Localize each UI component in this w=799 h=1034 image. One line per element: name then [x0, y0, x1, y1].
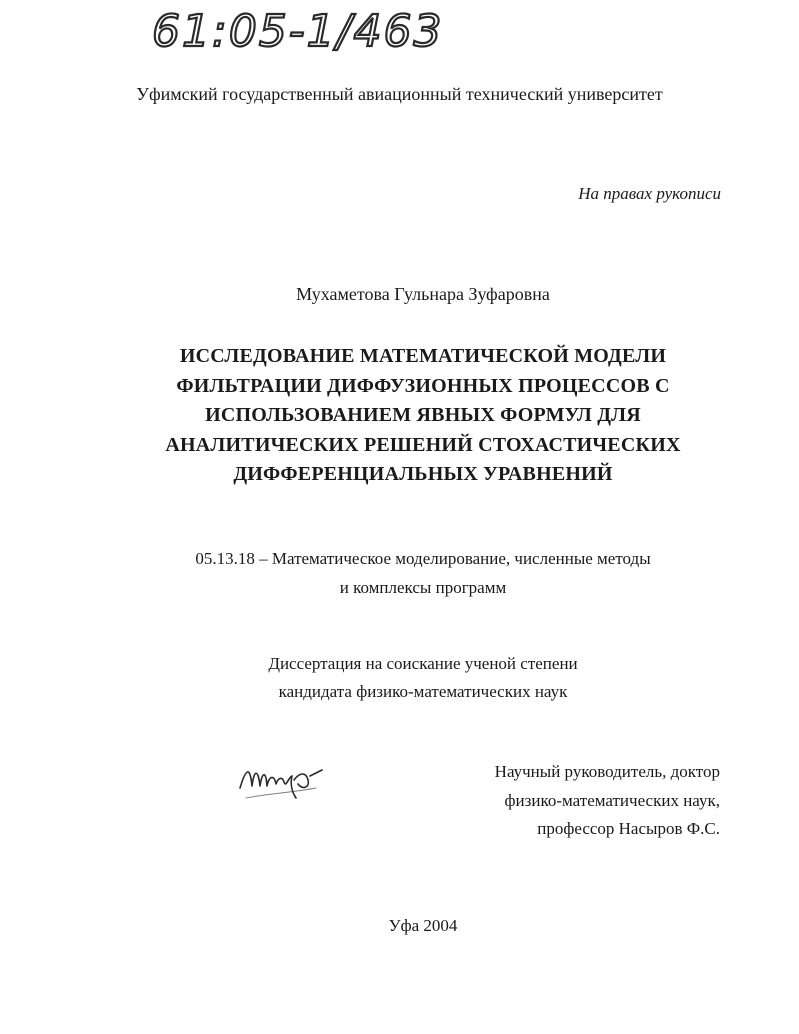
specialty-line: и комплексы программ	[339, 578, 507, 597]
supervisor-line: Научный руководитель, доктор	[494, 762, 720, 781]
supervisor-line: профессор Насыров Ф.С.	[537, 819, 720, 838]
university-name: Уфимский государственный авиационный технический университет	[136, 84, 663, 104]
archive-number-handwritten	[150, 0, 510, 60]
title-line: ИСПОЛЬЗОВАНИЕМ ЯВНЫХ ФОРМУЛ ДЛЯ	[205, 404, 641, 426]
title-line: ФИЛЬТРАЦИИ ДИФФУЗИОННЫХ ПРОЦЕССОВ С	[176, 374, 670, 397]
manuscript-note: На правах рукописи	[578, 184, 721, 203]
dissertation-title	[0, 342, 799, 490]
title-line: ДИФФЕРЕНЦИАЛЬНЫХ УРАВНЕНИЙ	[233, 463, 613, 485]
specialty-line: 05.13.18 – Математическое моделирование, численные методы	[195, 549, 651, 568]
archive-number-text: 61:05-1/463	[152, 6, 444, 57]
handwritten-signature	[236, 758, 326, 808]
supervisor-line: физико-математических наук,	[504, 790, 720, 810]
title-line: ИССЛЕДОВАНИЕ МАТЕМАТИЧЕСКОЙ МОДЕЛИ	[179, 345, 667, 367]
degree-line: кандидата физико-математических наук	[278, 682, 568, 701]
degree-statement	[0, 650, 799, 706]
degree-line: Диссертация на соискание ученой степени	[268, 654, 578, 673]
place-and-year: Уфа 2004	[388, 916, 458, 935]
specialty	[0, 544, 799, 602]
author-name: Мухаметова Гульнара Зуфаровна	[296, 284, 550, 304]
title-line: АНАЛИТИЧЕСКИХ РЕШЕНИЙ СТОХАСТИЧЕСКИХ	[165, 433, 681, 456]
scientific-supervisor	[495, 758, 720, 844]
